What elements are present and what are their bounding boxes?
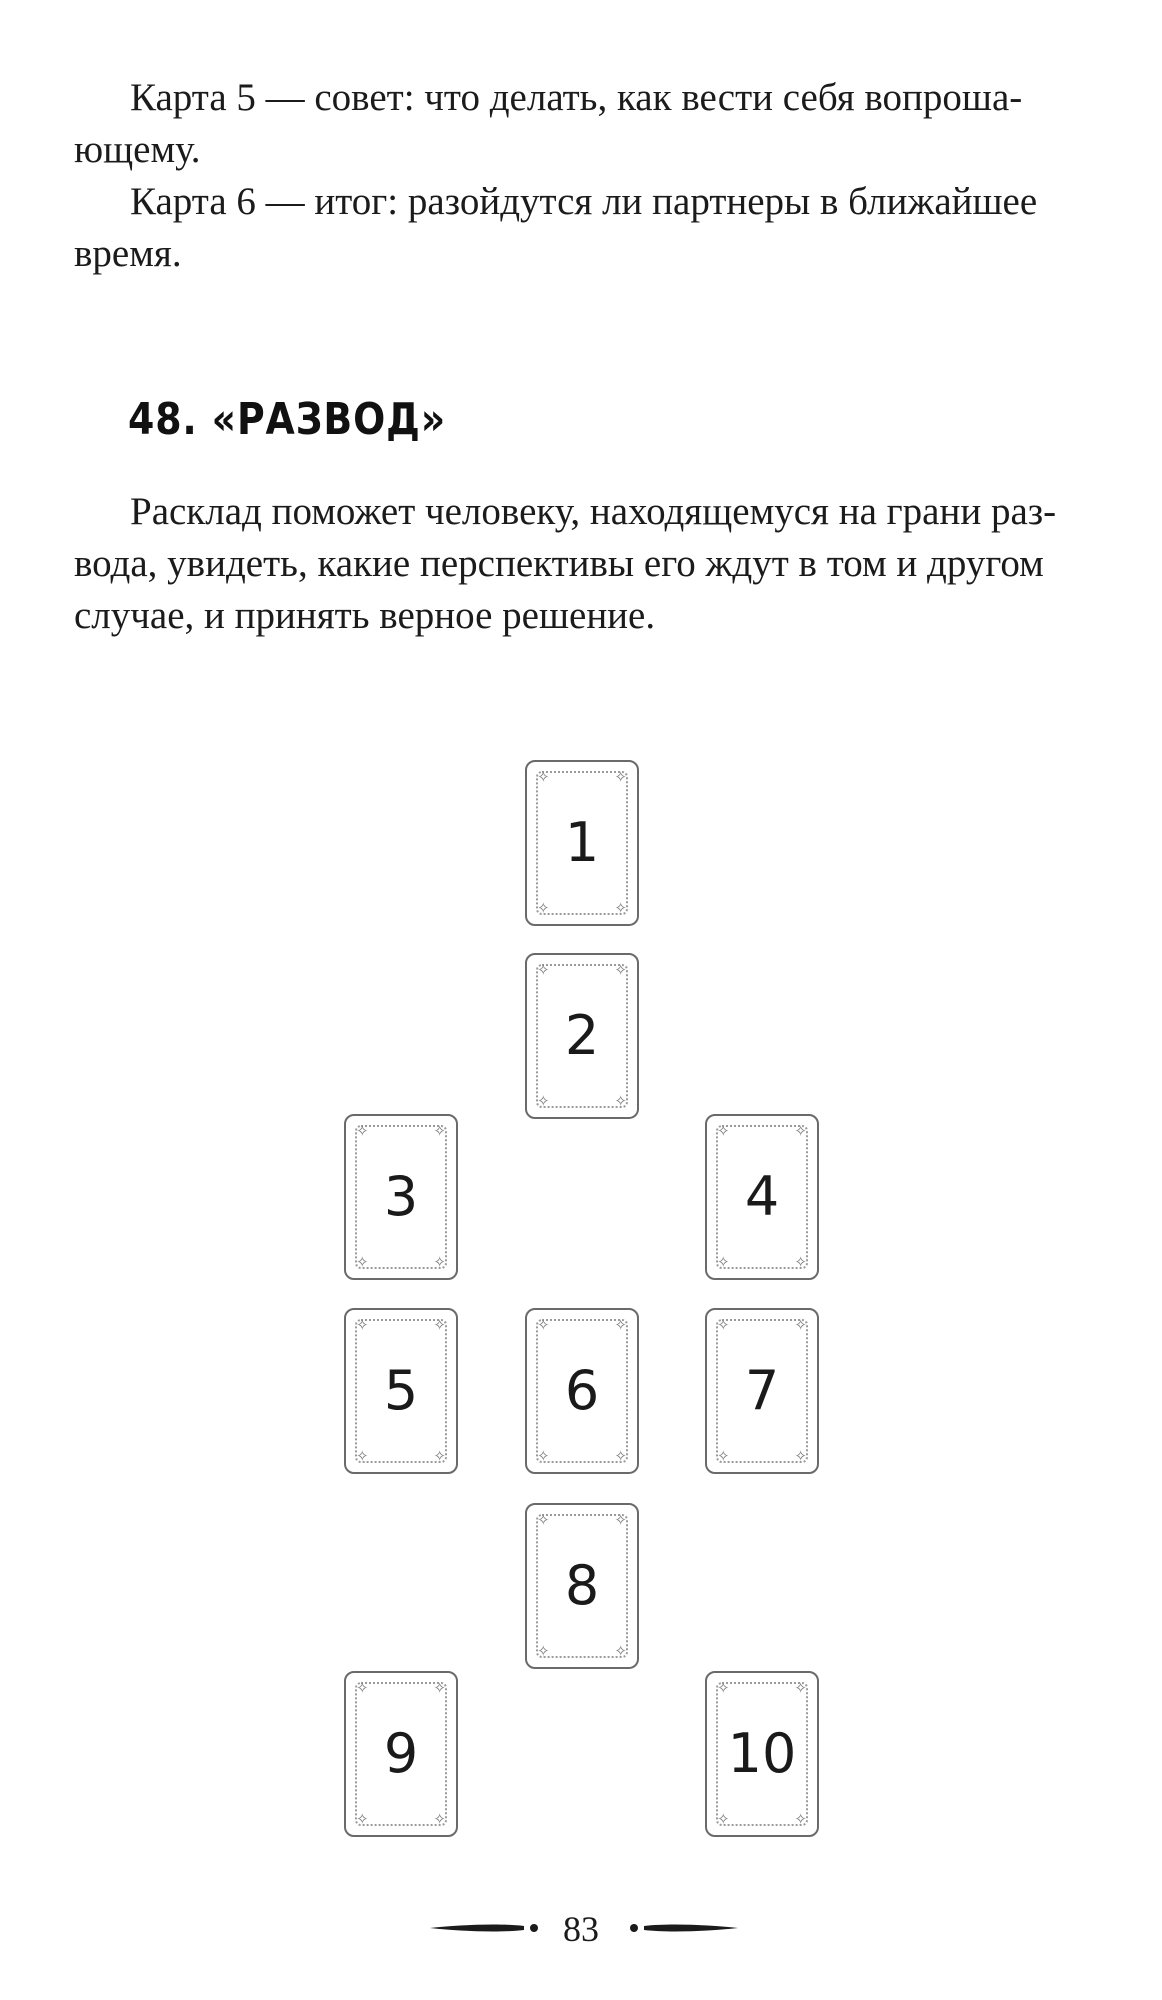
paragraph-card-6 [74,176,1094,280]
card-number: 3 [383,1165,419,1228]
paragraph-description [74,486,1094,642]
star-ornament-icon: ✧ [614,768,627,786]
tarot-card-9 [344,1671,458,1837]
tarot-card-6 [525,1308,639,1474]
card-number: 4 [744,1165,780,1228]
star-ornament-icon: ✧ [433,1679,446,1697]
star-ornament-icon: ✧ [356,1810,369,1828]
star-ornament-icon: ✧ [356,1447,369,1465]
star-ornament-icon: ✧ [537,768,550,786]
star-ornament-icon: ✧ [614,899,627,917]
star-ornament-icon: ✧ [356,1316,369,1334]
star-ornament-icon: ✧ [433,1253,446,1271]
tarot-card-7 [705,1308,819,1474]
star-ornament-icon: ✧ [433,1122,446,1140]
page-number: 83 [563,1909,599,1949]
star-ornament-icon: ✧ [717,1316,730,1334]
section-heading: 48. «РАЗВОД» [128,394,447,445]
page-footer [0,1906,1162,1950]
star-ornament-icon: ✧ [614,961,627,979]
tarot-card-10 [705,1671,819,1837]
star-ornament-icon: ✧ [614,1092,627,1110]
card-number: 5 [383,1359,419,1422]
card-number: 9 [383,1722,419,1785]
paragraph-line: время. [74,232,182,275]
star-ornament-icon: ✧ [614,1447,627,1465]
star-ornament-icon: ✧ [794,1679,807,1697]
paragraph-line: Карта 6 — итог: разойдутся ли партнеры в ближайшее [130,180,1038,223]
star-ornament-icon: ✧ [717,1810,730,1828]
right-ornament-icon [628,1920,740,1936]
tarot-card-1 [525,760,639,926]
star-ornament-icon: ✧ [794,1253,807,1271]
star-ornament-icon: ✧ [794,1810,807,1828]
star-ornament-icon: ✧ [614,1316,627,1334]
star-ornament-icon: ✧ [794,1122,807,1140]
card-number: 10 [727,1722,797,1785]
paragraph-line: вода, увидеть, какие перспективы его ждут в том и другом [74,542,1044,585]
star-ornament-icon: ✧ [356,1679,369,1697]
star-ornament-icon: ✧ [717,1447,730,1465]
tarot-card-4 [705,1114,819,1280]
paragraph-line: Карта 5 — совет: что делать, как вести себя вопроша- [130,76,1023,119]
star-ornament-icon: ✧ [537,1316,550,1334]
star-ornament-icon: ✧ [537,1447,550,1465]
tarot-card-3 [344,1114,458,1280]
star-ornament-icon: ✧ [537,1642,550,1660]
card-number: 1 [564,811,600,874]
star-ornament-icon: ✧ [614,1511,627,1529]
paragraph-card-5 [74,72,1094,176]
star-ornament-icon: ✧ [537,961,550,979]
star-ornament-icon: ✧ [433,1316,446,1334]
card-number: 7 [744,1359,780,1422]
star-ornament-icon: ✧ [537,1511,550,1529]
star-ornament-icon: ✧ [717,1679,730,1697]
star-ornament-icon: ✧ [356,1253,369,1271]
star-ornament-icon: ✧ [537,899,550,917]
tarot-card-2 [525,953,639,1119]
card-number: 8 [564,1554,600,1617]
star-ornament-icon: ✧ [614,1642,627,1660]
star-ornament-icon: ✧ [433,1447,446,1465]
star-ornament-icon: ✧ [356,1122,369,1140]
star-ornament-icon: ✧ [433,1810,446,1828]
tarot-card-5 [344,1308,458,1474]
paragraph-line: случае, и принять верное решение. [74,594,656,637]
card-number: 2 [564,1004,600,1067]
star-ornament-icon: ✧ [537,1092,550,1110]
star-ornament-icon: ✧ [717,1122,730,1140]
card-number: 6 [564,1359,600,1422]
tarot-card-8 [525,1503,639,1669]
star-ornament-icon: ✧ [717,1253,730,1271]
paragraph-line: ющему. [74,128,201,171]
paragraph-line: Расклад поможет человеку, находящемуся на грани раз- [130,490,1057,533]
star-ornament-icon: ✧ [794,1447,807,1465]
star-ornament-icon: ✧ [794,1316,807,1334]
